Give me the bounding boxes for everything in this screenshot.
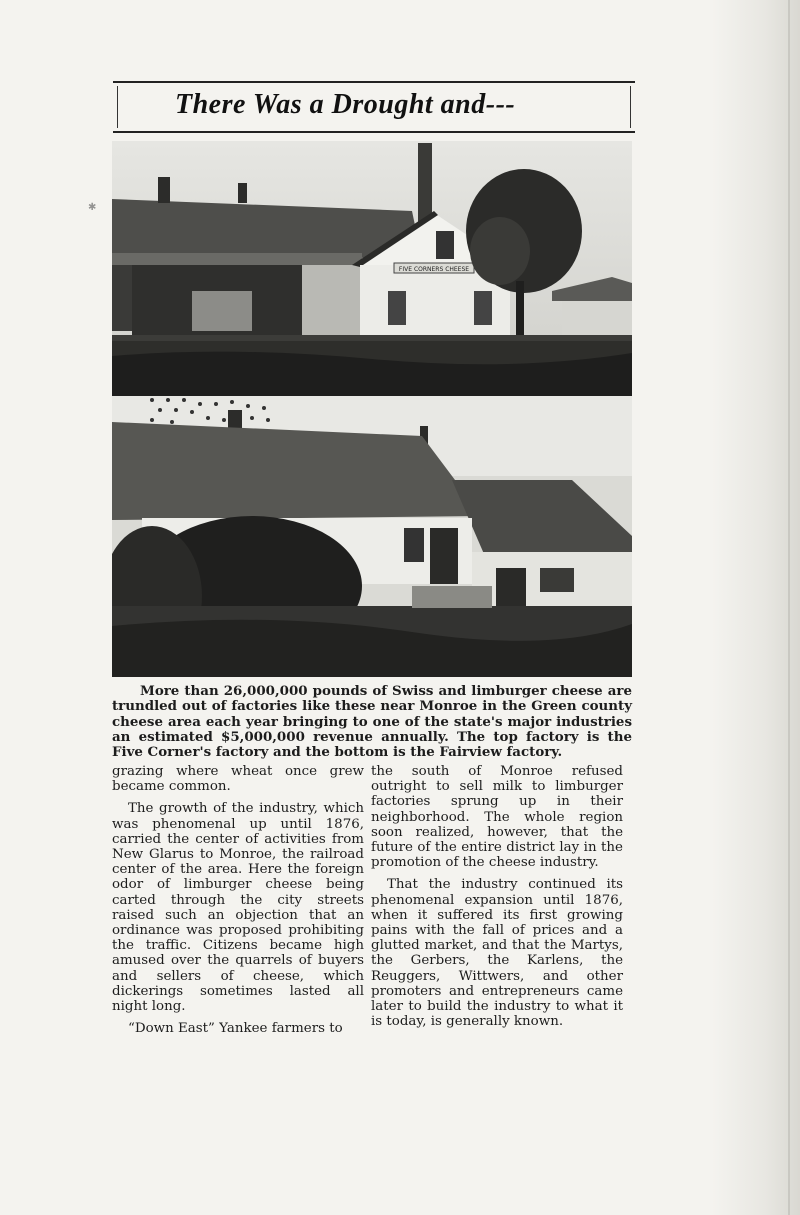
paragraph: That the industry continued its phenomenal expansion until 1876, when it suffered its first growing pains with the fall of prices and a glutted market, and that the Martys, the Gerbers, the Karlens, the Reuggers, Wittwers, and other promoters and entrepreneurs came later to build the industry to what it is today, is generally known. <box>371 877 623 1030</box>
photo-fairview-factory <box>112 396 632 677</box>
paragraph: The growth of the industry, which was phenomenal up until 1876, carried the center of activities from New Glarus to Monroe, the railroad center of the area. Here the foreign odor of limburger cheese being carted through the city streets raised such an objection that an ordinance was proposed prohibiting the traffic. Citizens became high amused over the quarrels of buyers and sellers of cheese, which dickerings sometimes lasted all night long. <box>112 801 364 1015</box>
headline: There Was a Drought and--- <box>175 89 516 120</box>
paragraph: grazing where wheat once grew became common. <box>112 764 364 795</box>
article-column-left <box>112 764 364 1043</box>
factory-sign: FIVE CORNERS CHEESE <box>398 266 470 273</box>
paragraph: “Down East” Yankee farmers to <box>128 1021 343 1037</box>
print-smudge: ✱ <box>88 202 97 213</box>
page-edge-line <box>788 0 790 1215</box>
page-edge-shadow <box>712 0 800 1215</box>
paragraph: the south of Monroe refused outright to sell milk to limburger factories sprung up in their neighborhood. The whole region soon realized, however, that the future of the entire district lay in the promotion of the cheese industry. <box>371 764 623 871</box>
photo-five-corners-factory <box>112 141 632 396</box>
headline-box <box>113 81 635 133</box>
article-column-right <box>371 764 623 1036</box>
photo-caption: More than 26,000,000 pounds of Swiss and limburger cheese are trundled out of factories like these near Monroe in the Green county cheese area each year bringing to one of the state's major industries an estimated $5,000,000 revenue annually. The top factory is the Five Corner's factory and the bottom is the Fairview factory. <box>112 683 632 761</box>
